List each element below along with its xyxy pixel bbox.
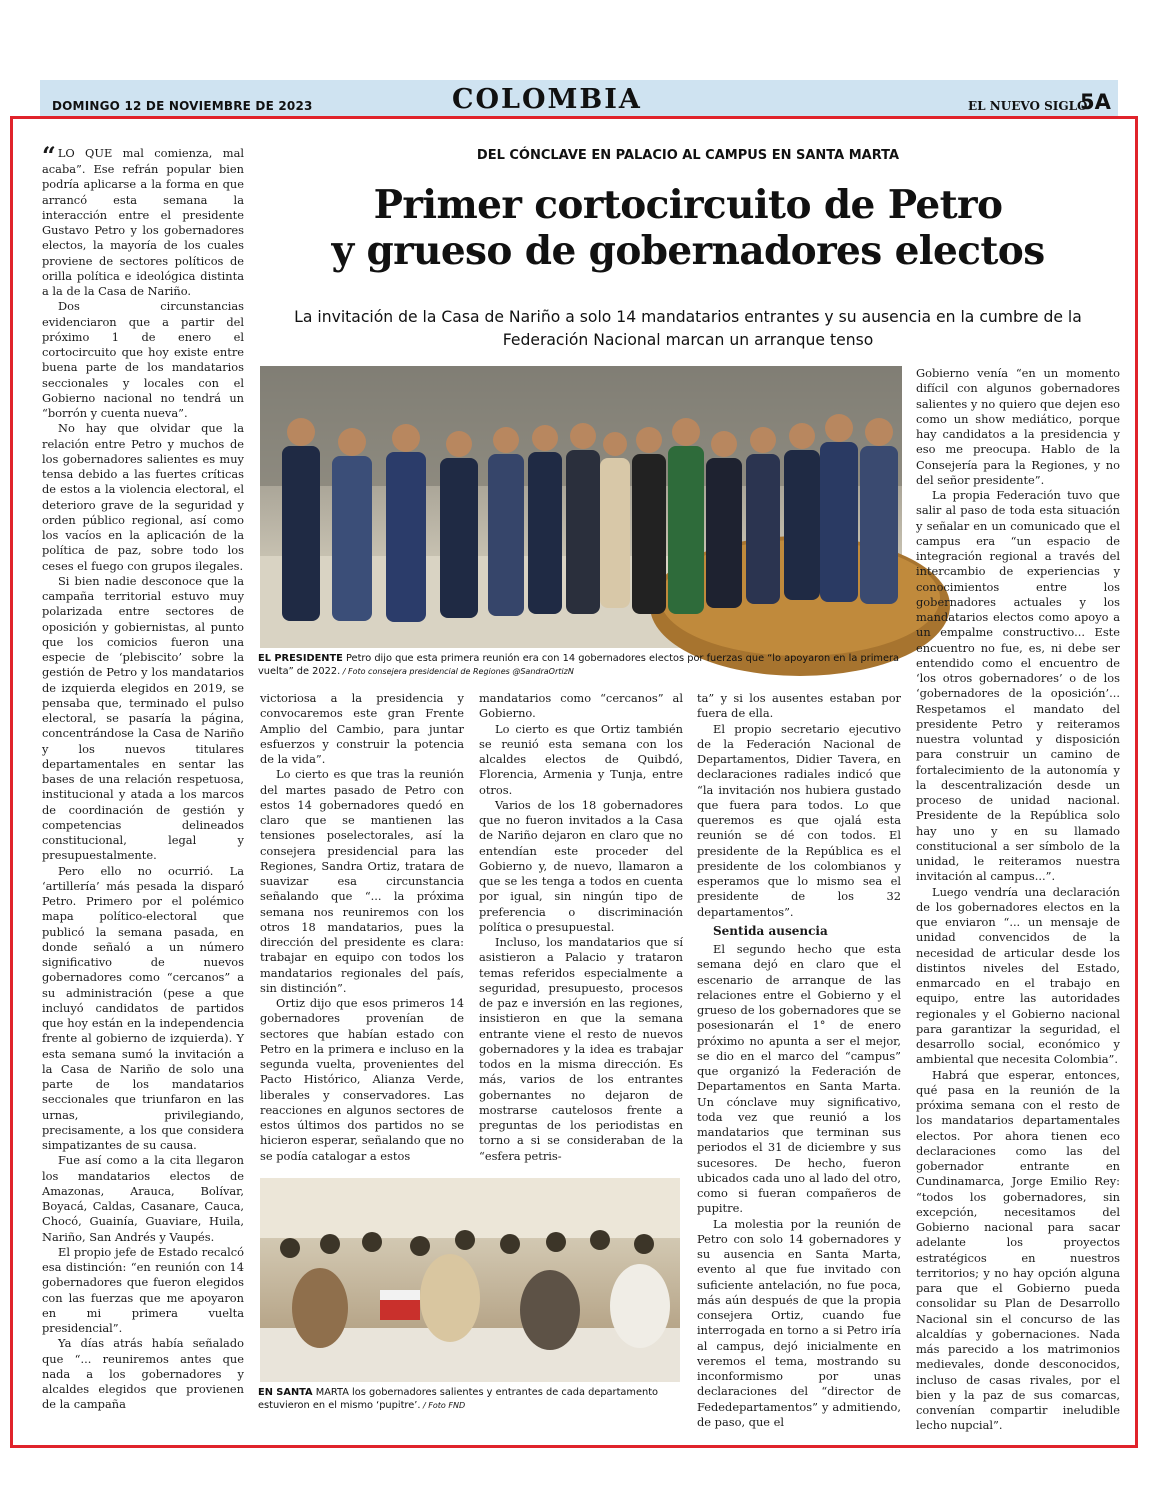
caption-lead: EN SANTA bbox=[258, 1387, 313, 1398]
headline-line-1: Primer cortocircuito de Petro bbox=[373, 182, 1003, 228]
paragraph: El propio secretario ejecutivo de la Federación Nacional de Departamentos, Didier Tavera, en declaraciones radiales indicó que “la invitación nos hubiera gustado que fuera para todos. Lo que queremos es que ojalá esta reunión se dé con todos. El presidente de la República es el presidente de los colombianos y esperamos que lo mismo sea el presidente de los 32 departamentos”. bbox=[697, 721, 901, 919]
lead-paragraph: LO QUE mal comienza, mal acaba”. Ese refrán popular bien podría aplicarse a la forma en que arrancó esta semana la interacción entre el presidente Gustavo Petro y los gobernadores electos, la mayoría de los cuales proviene de sectores políticos de orilla política e ideológica distinta a la de la Casa de Nariño. bbox=[42, 146, 244, 298]
paragraph: mandatarios como “cercanos” al Gobierno. bbox=[479, 691, 683, 721]
photo-credit: / Foto FND bbox=[420, 1401, 466, 1410]
paragraph: Dos circunstancias evidenciaron que a partir del próximo 1 de enero el cortocircuito que hoy existe entre buena parte de los mandatarios seccionales y locales con el Gobierno nacional no tendrá un “borrón y cuenta nueva”. bbox=[42, 299, 244, 420]
paragraph: La propia Federación tuvo que salir al paso de toda esta situación y señalar en un comunicado que el campus era “un espacio de integración regional a través del intercambio de experiencias y conocimientos entre los gobernadores actuales y los mandatarios electos como apoyo a un empalme constructivo... Este encuentro no fue, es, ni debe ser entendido como el encuentro de ‘los otros gobernadores’ o de los ‘gobernadores de la oposición’... Respetamos el mandato del presidente Petro y reiteramos nuestra voluntad y disposición para construir un camino de fortalecimiento de la autonomía y la descentralización desde un proceso de unidad nacional. Presidente de la República solo hay uno y en su llamado constitucional a ser símbolo de la unidad, le reiteramos nuestra invitación al campus...”. bbox=[916, 488, 1120, 884]
paragraph: Incluso, los mandatarios que sí asistieron a Palacio y trataron temas referidos especialmente a seguridad, presupuesto, procesos de paz e inversión en las regiones, insistieron en que la semana entrante viene el resto de nuevos gobernadores y la idea es trabajar todos en la misma dirección. Es más, varios de los entrantes gobernantes no dejaron de mostrarse cautelosos frente a preguntas de los periodistas en torno a si se consideraban de la “esfera petris- bbox=[479, 935, 683, 1163]
paragraph: No hay que olvidar que la relación entre Petro y muchos de los gobernadores salientes es muy tensa debido a las fuertes críticas de estos a la violencia electoral, el deterioro grave de la seguridad y orden público regional, así como los vacíos en la aplicación de la política de paz, sobre todo los ceses el fuego con grupos ilegales. bbox=[42, 421, 244, 573]
paragraph: Luego vendría una declaración de los gobernadores electos en la que enviaron “... un mensaje de unidad convencidos de la necesidad de articular desde los distintos niveles del Estado, enmarcado en el trabajo en equipo, entre las autoridades regionales y el Gobierno nacional para garantizar la seguridad, el desarrollo social, económico y ambiental que necesita Colombia”. bbox=[916, 884, 1120, 1067]
photo-illustration-audience bbox=[260, 1178, 680, 1382]
page-number: 5A bbox=[1080, 90, 1111, 114]
photo-santa-marta-campus bbox=[260, 1178, 680, 1382]
paragraph: La molestia por la reunión de Petro con solo 14 gobernadores y su ausencia en Santa Marta, evento al que fue invitado con suficiente antelación, no fue poca, más aún después de que la propia consejera Ortiz, cuando fue interrogada en torno a si Petro iría al campus, dejó inicialmente en veremos el tema, mostrando su inconformismo por unas declaraciones del “director de Fededepartamentos” y admitiendo, de paso, que el bbox=[697, 1216, 901, 1429]
paragraph: El propio jefe de Estado recalcó esa distinción: “en reunión con 14 gobernadores que fueron elegidos con las fuerzas que me apoyaron en mi primera vuelta presidencial”. bbox=[42, 1244, 244, 1335]
paragraph: ta” y si los ausentes estaban por fuera de ella. bbox=[697, 691, 901, 721]
column-5 bbox=[916, 366, 1120, 1433]
paragraph: El segundo hecho que esta semana dejó en claro que el escenario de arranque de las relaciones entre el Gobierno y el grueso de los gobernadores que se posesionarán el 1° de enero próximo no apunta a ser el mejor, se dio en el marco del “campus” que organizó la Federación de Departamentos en Santa Marta. Un cónclave muy significativo, toda vez que reunió a los mandatarios que terminan sus periodos el 31 de diciembre y sus sucesores. De hecho, fueron ubicados cada uno al lado del otro, como si fueran compañeros de pupitre. bbox=[697, 942, 901, 1216]
paragraph bbox=[42, 141, 244, 299]
paragraph: Pero ello no ocurrió. La ‘artillería’ más pesada la disparó Petro. Primero por el polémico mapa político-electoral que publicó la semana pasada, en donde señaló a un número significativo de nuevos gobernadores como “cercanos” a su administración (pese a que incluyó candidatos de partidos que hoy están en la independencia frente al gobierno de izquierda). Y esta semana sumó la invitación a la Casa de Nariño de solo una parte de los mandatarios seccionales que triunfaron en las urnas, privilegiando, precisamente, a los que considera simpatizantes de su causa. bbox=[42, 863, 244, 1152]
paragraph: Varios de los 18 gobernadores que no fueron invitados a la Casa de Nariño dejaron en claro que no entendían este proceder del Gobierno y, de nuevo, llamaron a que se les tenga a todos en cuenta por igual, sin ningún tipo de preferencia o discriminación política o presupuestal. bbox=[479, 797, 683, 934]
paragraph: Habrá que esperar, entonces, qué pasa en la reunión de la próxima semana con el resto de los mandatarios departamentales electos. Por ahora tienen eco declaraciones como las del gobernador entrante en Cundinamarca, Jorge Emilio Rey: “todos los gobernadores, sin excepción, necesitamos del Gobierno nacional para sacar adelante los proyectos estratégicos en nuestros territorios; y no hay opción alguna para que el Gobierno pueda consolidar su Plan de Desarrollo Nacional sin el concurso de las alcaldías y gobernaciones. Nada más parecido a los matrimonios medievales, donde desconocidos, incluso de casas rivales, por el bien y la paz de sus comarcas, convenían compartir ineludible lecho nupcial”. bbox=[916, 1067, 1120, 1433]
kicker: DEL CÓNCLAVE EN PALACIO AL CAMPUS EN SANTA MARTA bbox=[476, 148, 900, 163]
photo-illustration-group bbox=[260, 366, 902, 648]
issue-date: DOMINGO 12 DE NOVIEMBRE DE 2023 bbox=[52, 99, 313, 113]
photo-credit: / Foto consejera presidencial de Regiones @SandraOrtizN bbox=[340, 667, 574, 676]
paragraph: Lo cierto es que Ortiz también se reunió esta semana con los alcaldes electos de Quibdó, Florencia, Armenia y Tunja, entre otros. bbox=[479, 721, 683, 797]
subheading: Sentida ausencia bbox=[713, 923, 828, 938]
column-3 bbox=[479, 691, 683, 1166]
caption-text: Petro dijo que esta primera reunión era con 14 gobernadores electos por fuerzas que “lo apoyaron en la primera vuelta” de 2022. bbox=[258, 653, 900, 677]
caption-text: MARTA los gobernadores salientes y entrantes de cada departamento estuvieron en el mismo ‘pupitre’. bbox=[258, 1387, 659, 1411]
headline bbox=[258, 182, 1118, 274]
photo-governors-meeting bbox=[260, 366, 902, 648]
paragraph: Lo cierto es que tras la reunión del martes pasado de Petro con estos 14 gobernadores quedó en claro que se mantienen las tensiones poselectorales, así la consejera presidencial para las Regiones, Sandra Ortiz, tratara de suavizar esa circunstancia señalando que “... la próxima semana nos reuniremos con los otros 18 mandatarios, pues la dirección del presidente es clara: trabajar en equipo con todos los mandatarios regionales del país, sin distinción”. bbox=[260, 767, 464, 995]
paragraph: Gobierno venía “en un momento difícil con algunos gobernadores salientes y no quiero que dejen eso como un show mediático, porque hay candidatos a la presidencia y eso me preocupa. Hablo de la Consejería para la Regiones, y no del señor presidente”. bbox=[916, 366, 1120, 487]
paragraph: Fue así como a la cita llegaron los mandatarios electos de Amazonas, Arauca, Bolívar, Boyacá, Caldas, Casanare, Cauca, Chocó, Guainía, Guaviare, Huila, Nariño, San Andrés y Vaupés. bbox=[42, 1153, 244, 1244]
headline-line-2: y grueso de gobernadores electos bbox=[331, 228, 1045, 274]
paragraph: Ortiz dijo que esos primeros 14 gobernadores provenían de sectores que habían estado con Petro en la primera e incluso en la segunda vuelta, provenientes del Pacto Histórico, Alianza Verde, liberales y conservadores. Las reacciones en algunos sectores de estos últimos dos partidos no se hicieron esperar, señalando que no se podía catalogar a estos bbox=[260, 996, 464, 1163]
column-2 bbox=[260, 691, 464, 1166]
deck: La invitación de la Casa de Nariño a solo 14 mandatarios entrantes y su ausencia en la cumbre de la Federación Nacional marcan un arranque tenso bbox=[294, 308, 1082, 349]
newspaper-name: EL NUEVO SIGLO bbox=[968, 99, 1088, 113]
section-title: COLOMBIA bbox=[452, 84, 642, 115]
photo-caption-1 bbox=[258, 652, 902, 678]
paragraph: victoriosa a la presidencia y convocaremos este gran Frente Amplio del Cambio, para juntar esfuerzos y construir la potencia de la vida”. bbox=[260, 691, 464, 766]
column-4 bbox=[697, 691, 901, 1429]
caption-lead: EL PRESIDENTE bbox=[258, 653, 343, 664]
paragraph: Ya días atrás había señalado que “... reuniremos antes que nada a los gobernadores y alcaldes elegidos que provienen de la campaña bbox=[42, 1336, 244, 1412]
lead-quote-mark: “ bbox=[42, 141, 56, 170]
paragraph: Si bien nadie desconoce que la campaña territorial estuvo muy polarizada entre sectores de oposición y gobiernistas, al punto que los comicios fueron una especie de ‘plebiscito’ sobre la gestión de Petro y los mandatarios de izquierda elegidos en 2019, se pensaba que, terminado el pulso electoral, se pasaría la página, concentrándose la Casa de Nariño y los nuevos titulares departamentales en sentar las bases de una relación respetuosa, institucional y atada a los marcos de coordinación de gestión y competencias delineados constitucional, legal y presupuestalmente. bbox=[42, 573, 244, 863]
column-1 bbox=[42, 141, 244, 1436]
photo-caption-2 bbox=[258, 1386, 678, 1412]
